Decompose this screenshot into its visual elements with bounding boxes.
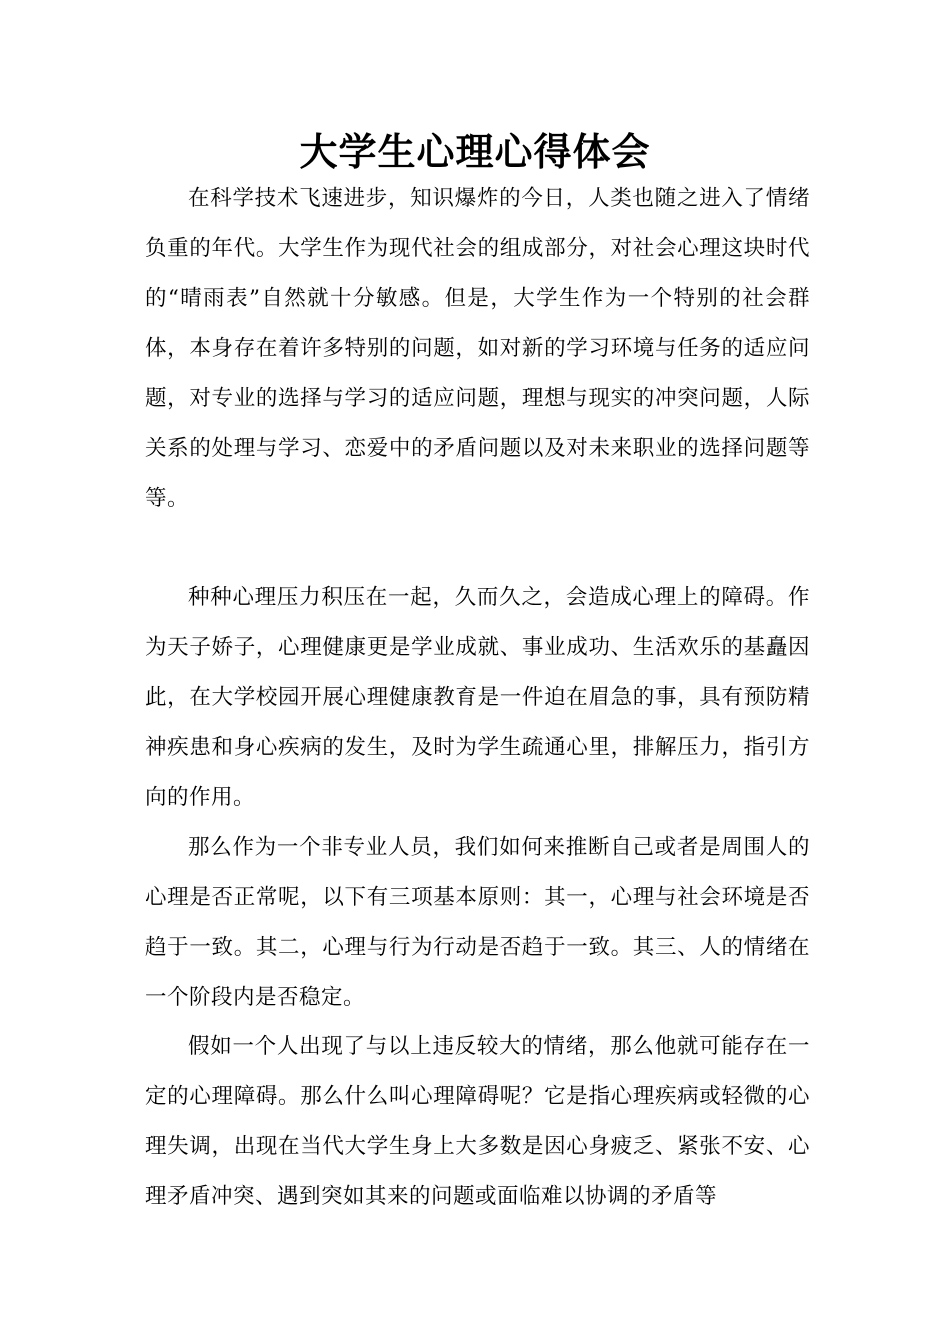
document-title: 大学生心理心得体会 xyxy=(299,130,651,174)
paragraph-4: 假如一个人出现了与以上违反较大的情绪，那么他就可能存在一定的心理障碍。那么什么叫心理障碍呢？它是指心理疾病或轻微的心理失调，出现在当代大学生身上大多数是因心身疲乏、紧张不安、心理矛盾冲突、遇到突如其来的问题或面临难以协调的矛盾等 xyxy=(145,1034,810,1209)
paragraph-1: 在科学技术飞速进步，知识爆炸的今日，人类也随之进入了情绪负重的年代。大学生作为现代社会的组成部分，对社会心理这块时代的“晴雨表”自然就十分敏感。但是，大学生作为一个特别的社会群体，本身存在着许多特别的问题，如对新的学习环境与任务的适应问题，对专业的选择与学习的适应问题，理想与现实的冲突问题，人际关系的处理与学习、恋爱中的矛盾问题以及对未来职业的选择问题等等。 xyxy=(145,186,810,511)
paragraph-2: 种种心理压力积压在一起，久而久之，会造成心理上的障碍。作为天子娇子，心理健康更是学业成就、事业成功、生活欢乐的基矗因此，在大学校园开展心理健康教育是一件迫在眉急的事，具有预防精神疾患和身心疾病的发生，及时为学生疏通心里，排解压力，指引方向的作用。 xyxy=(145,585,810,810)
paragraph-3: 那么作为一个非专业人员，我们如何来推断自己或者是周围人的心理是否正常呢，以下有三项基本原则：其一，心理与社会环境是否趋于一致。其二，心理与行为行动是否趋于一致。其三、人的情绪在一个阶段内是否稳定。 xyxy=(145,835,810,1010)
